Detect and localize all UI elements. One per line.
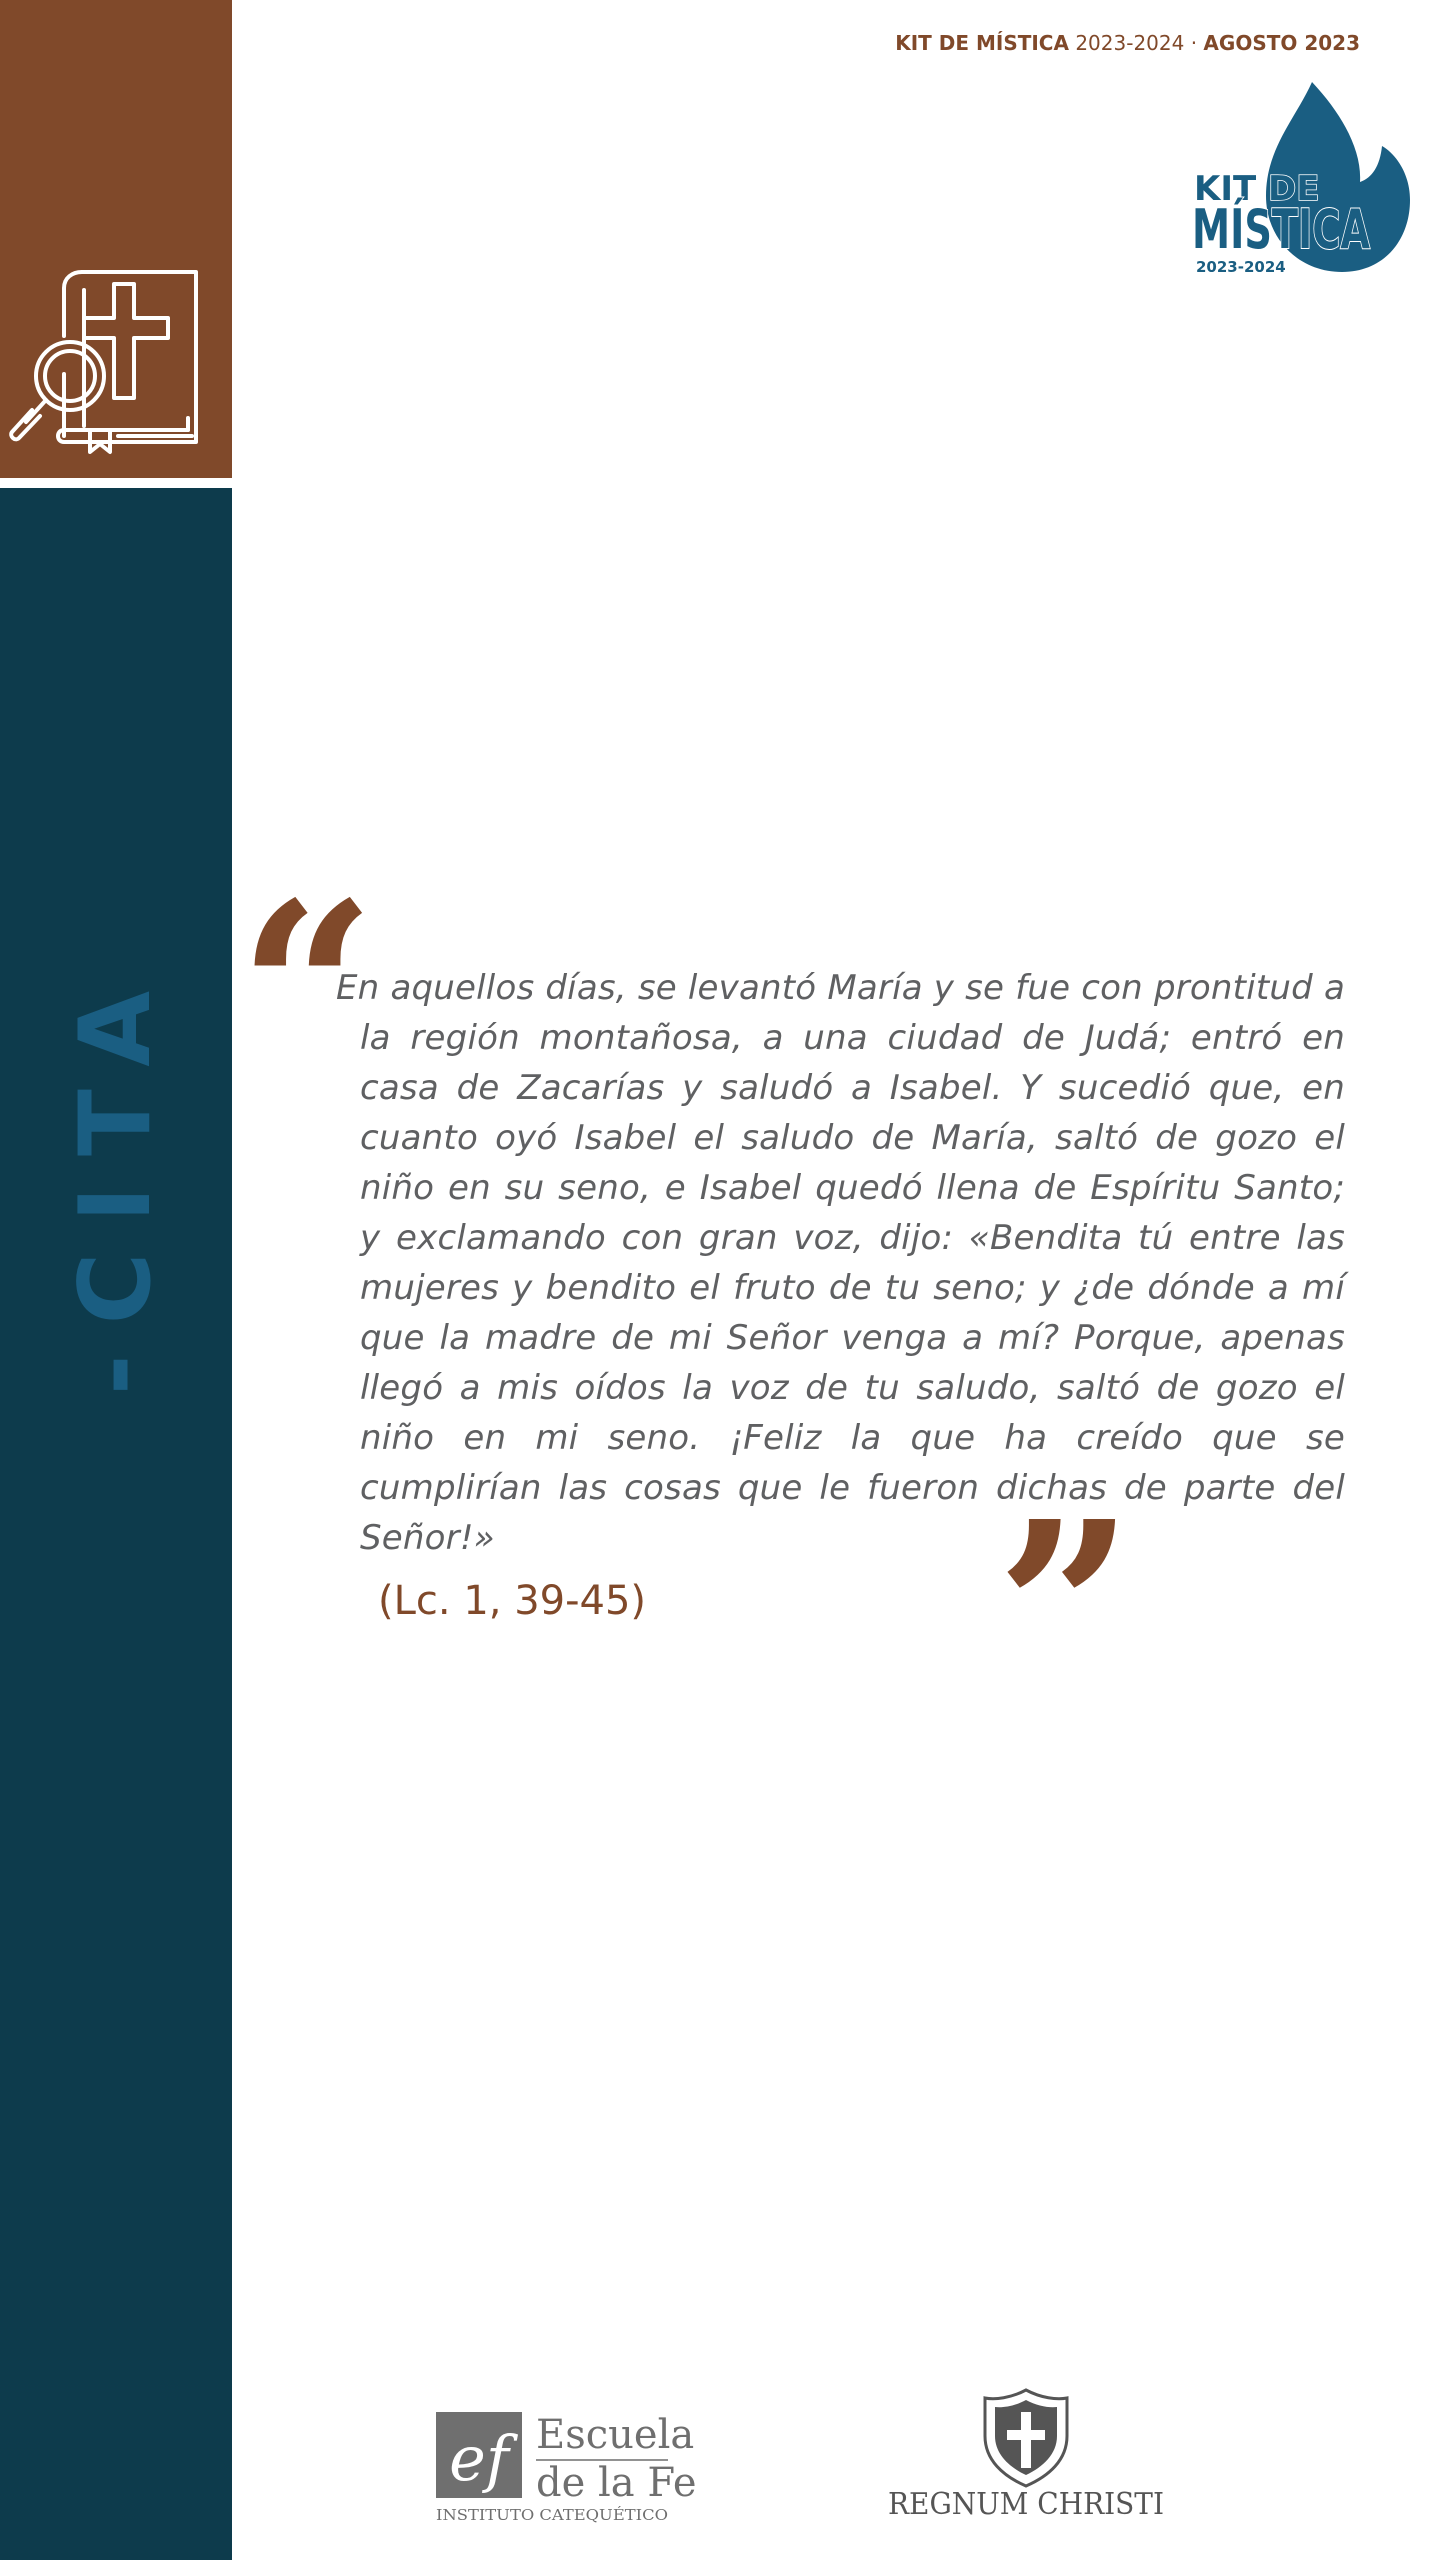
sidebar-top-panel [0,0,232,478]
date-label: AGOSTO 2023 [1203,31,1360,55]
regnum-christi-name: REGNUM CHRISTI [888,2487,1164,2522]
quote-passage: En aquellos días, se levantó María y se fue con prontitud a la región montañosa, a una ciudad de Judá; entró en casa de Zacarías y saludó a Isabel. Y sucedió que, en cuanto oyó Isabel el saludo de María, saltó de gozo el niño en su seno, e Isabel quedó llena de Espíritu Santo; y exclamando con gran voz, dijo: «Bendita tú entre las mujeres y bendito el fruto de tu seno; y ¿de dónde a mí que la madre de mi Señor venga a mí? Porque, apenas llegó a mis oídos la voz de tu saludo, saltó de gozo el niño en mi seno. ¡Feliz la que ha creído que se cumplirían las cosas que le fueron dichas de parte del Señor!» [336,968,1345,1558]
open-quote-mark: “ [238,850,377,1132]
logo-line1: KIT DE [1194,169,1320,209]
header-separator: · [1190,31,1198,55]
kit-label: KIT DE MÍSTICA [895,31,1069,55]
logo-line2: MÍSTICA [1192,198,1371,261]
section-label: -CITA [59,960,173,1396]
header-meta [895,31,1360,55]
kit-years: 2023-2024 [1075,31,1185,55]
logo-years: 2023-2024 [1196,258,1286,276]
shield-cross-icon [985,2390,1067,2486]
close-quote-mark: ” [996,1469,1135,1751]
sidebar-bottom-panel [0,488,232,2560]
kit-mistica-logo [1192,78,1412,278]
ef-subtitle: INSTITUTO CATEQUÉTICO [436,2506,668,2524]
escuela-de-la-fe-logo [436,2404,697,2524]
bible-magnifier-icon [6,266,202,458]
ef-monogram: ef [449,2422,509,2495]
regnum-christi-logo [885,2386,1167,2522]
ef-name-line2: de la Fe [536,2460,697,2506]
ef-name-line1: Escuela [536,2412,695,2458]
quote-reference: (Lc. 1, 39-45) [378,1578,647,1624]
